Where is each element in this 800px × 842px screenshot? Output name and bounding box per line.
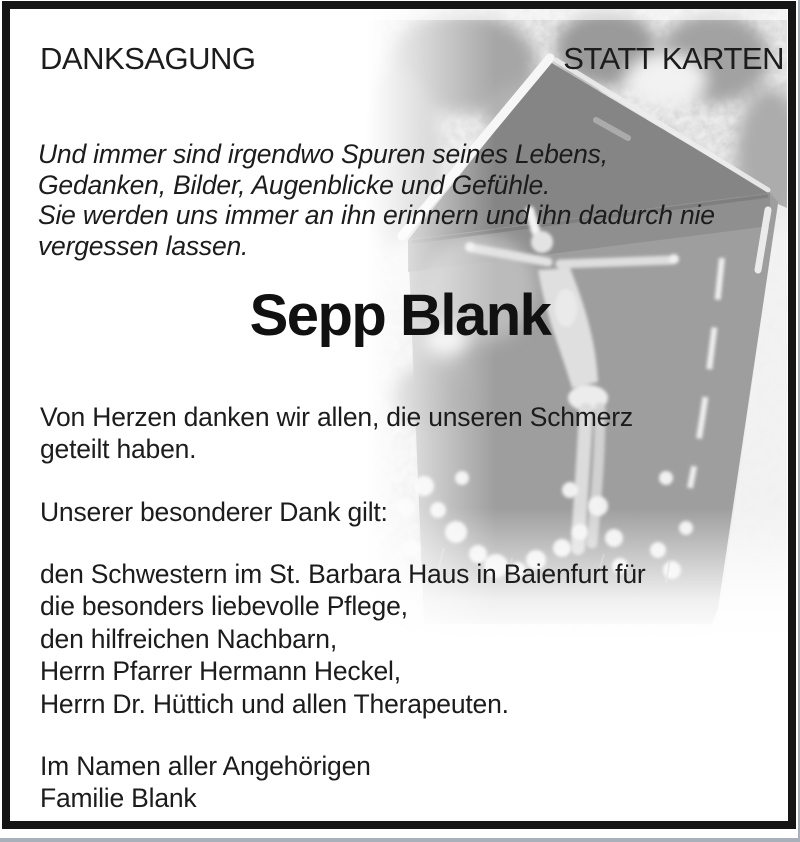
verse-line: Gedanken, Bilder, Augenblicke und Gefühle. <box>38 169 551 200</box>
deceased-name: Sepp Blank <box>249 283 551 348</box>
special-thanks-line: den hilfreichen Nachbarn, <box>40 623 337 654</box>
special-thanks-list <box>40 558 646 720</box>
closing-signature <box>40 750 371 814</box>
special-thanks-line: den Schwestern im St. Barbara Haus in Baienfurt für <box>40 559 646 589</box>
header-statt-karten: STATT KARTEN <box>563 41 784 76</box>
header-danksagung: DANKSAGUNG <box>40 41 256 76</box>
verse-line: Und immer sind irgendwo Spuren seines Lebens, <box>38 139 608 169</box>
verse-line: vergessen lassen. <box>38 230 249 261</box>
closing-line: Familie Blank <box>40 783 197 813</box>
closing-line: Im Namen aller Angehörigen <box>40 751 371 781</box>
thanks-line: Von Herzen danken wir allen, die unseren Schmerz <box>40 402 633 432</box>
special-thanks-intro: Unserer besonderer Dank gilt: <box>40 497 388 527</box>
notice-header <box>40 42 784 76</box>
special-thanks-line: die besonders liebevolle Pflege, <box>40 591 408 622</box>
memorial-verse <box>38 139 715 261</box>
thanks-line: geteilt haben. <box>40 434 197 464</box>
thanks-paragraph <box>40 401 633 465</box>
verse-line: Sie werden uns immer an ihn erinnern und ihn dadurch nie <box>38 200 715 230</box>
special-thanks-line: Herrn Dr. Hüttich und allen Therapeuten. <box>40 688 509 719</box>
special-thanks-line: Herrn Pfarrer Hermann Heckel, <box>40 656 401 687</box>
